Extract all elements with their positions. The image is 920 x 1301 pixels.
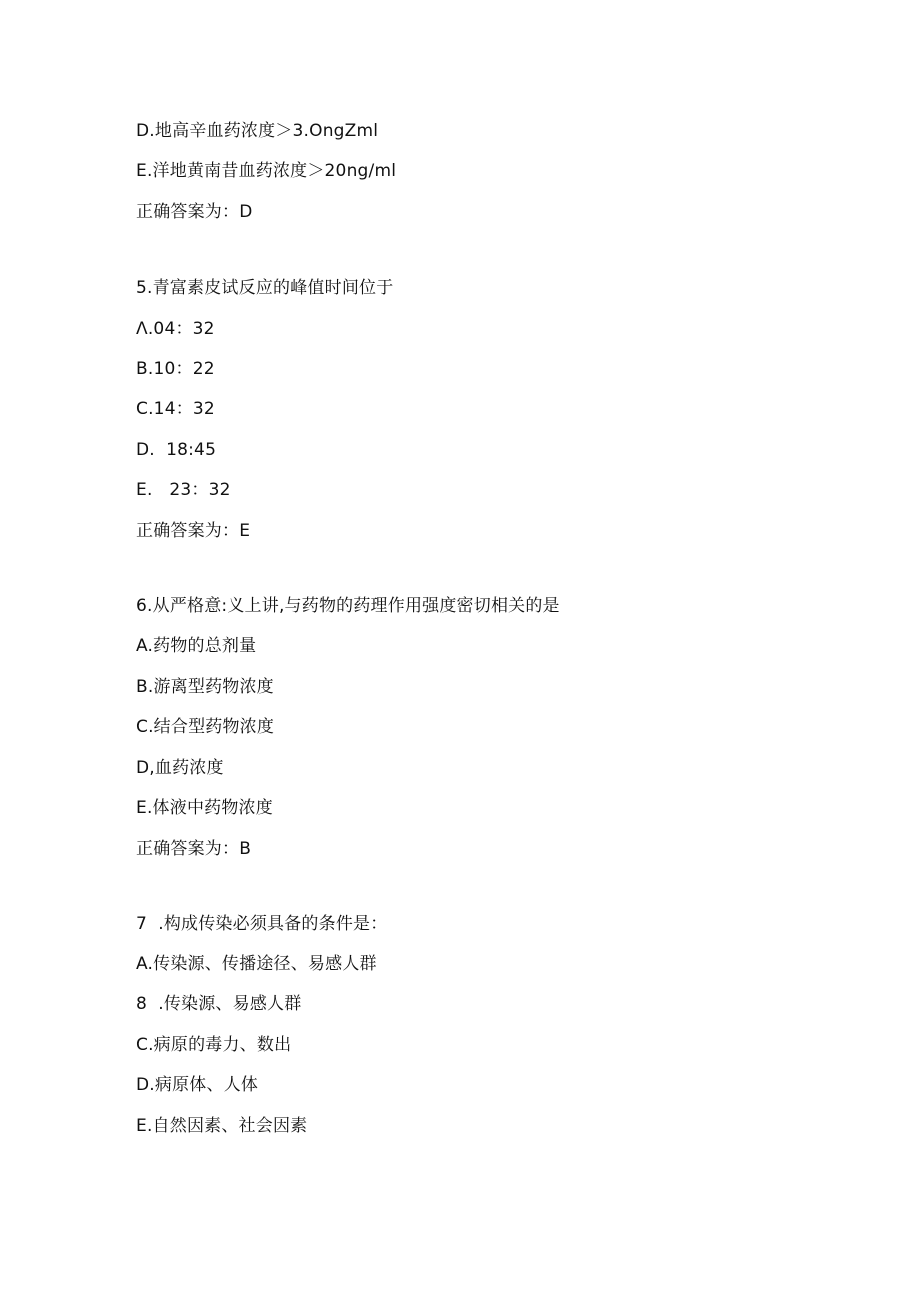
q7-option-e: E.自然因素、社会因素	[136, 1116, 308, 1136]
q7-option-d: D.病原体、人体	[136, 1075, 259, 1095]
q6-option-a: A.药物的总剂量	[136, 636, 257, 656]
q5-option-c: C.14：32	[136, 399, 215, 419]
q6-stem: 6.从严格意:义上讲,与药物的药理作用强度密切相关的是	[136, 596, 560, 616]
q6-option-b: B.游离型药物浓度	[136, 677, 274, 697]
q7-option-b: 8 .传染源、易感人群	[136, 994, 302, 1014]
q5-stem: 5.青富素皮试反应的峰值时间位于	[136, 278, 394, 298]
q6-option-e: E.体液中药物浓度	[136, 798, 273, 818]
q6-option-d: D,血药浓度	[136, 758, 224, 778]
q7-option-c: C.病原的毒力、数出	[136, 1035, 292, 1055]
q4-option-e: E.洋地黄南昔血药浓度＞20ng/ml	[136, 161, 397, 181]
q5-option-b: B.10：22	[136, 359, 215, 379]
q7-option-a: A.传染源、传播途径、易感人群	[136, 954, 377, 974]
q5-option-a: Λ.04：32	[136, 319, 215, 339]
q6-answer: 正确答案为：B	[136, 839, 252, 859]
q6-option-c: C.结合型药物浓度	[136, 717, 275, 737]
q4-answer: 正确答案为：D	[136, 202, 253, 222]
q5-option-e: E. 23：32	[136, 480, 231, 500]
q5-option-d: D. 18:45	[136, 440, 217, 460]
q7-stem: 7 .构成传染必须具备的条件是：	[136, 914, 388, 934]
q5-answer: 正确答案为：E	[136, 521, 251, 541]
q4-option-d: D.地高辛血药浓度＞3.OngZml	[136, 121, 379, 141]
